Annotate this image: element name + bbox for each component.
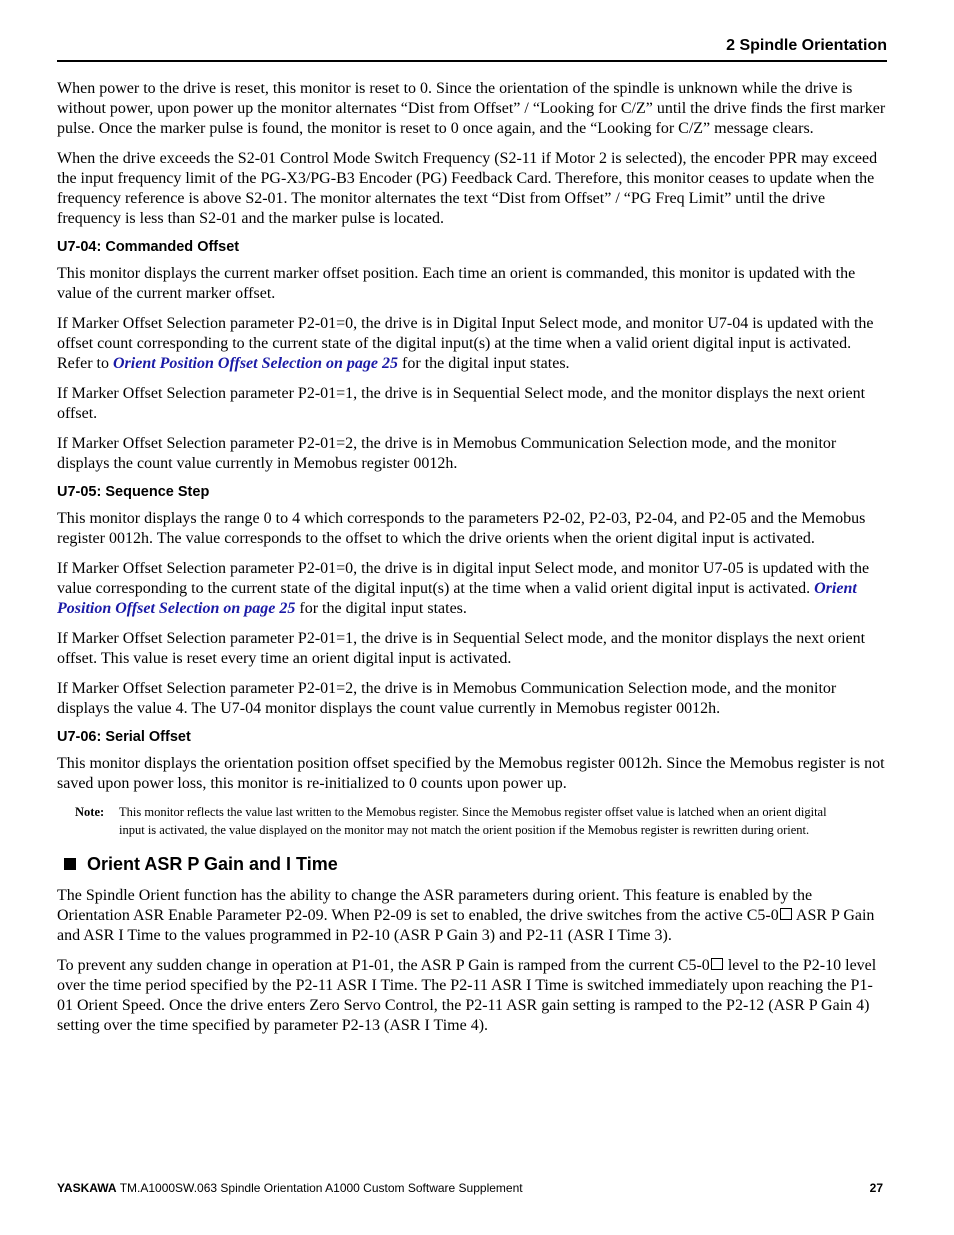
u7-04-paragraph-1: This monitor displays the current marker offset position. Each time an orient is commanded, this monitor is updated with the value of the current marker offset. (57, 265, 856, 302)
asr-p1-text-before: The Spindle Orient function has the ability to change the ASR parameters during orient. This feature is enabled by the Orientation ASR Enable Parameter P2-09. When P2-09 is set to enabled, the drive switches from the active C5-0 (57, 887, 813, 924)
asr-section-title: Orient ASR P Gain and I Time (87, 854, 338, 874)
u7-05-heading: U7-05: Sequence Step (57, 484, 210, 500)
intro-paragraph-1: When power to the drive is reset, this monitor is reset to 0. Since the orientation of the spindle is unknown while the drive is without power, upon power up the monitor alternates “Dist from Offset” / “Looking for C/Z” until the drive finds the first marker pulse. Once the marker pulse is found, the monitor is reset to 0 once again, and the “Looking for C/Z” message clears. (57, 80, 886, 137)
u7-04-paragraph-3: If Marker Offset Selection parameter P2-01=1, the drive is in Sequential Select mode, and the monitor displays the next orient offset. (57, 385, 866, 422)
u7-06-paragraph-1: This monitor displays the orientation position offset specified by the Memobus register 0012h. Since the Memobus register is not saved upon power loss, this monitor is re-initialized to 0 counts upon power up. (57, 755, 885, 792)
asr-p2-text-before: To prevent any sudden change in operation at P1-01, the ASR P Gain is ramped from the current C5-0 (57, 957, 710, 974)
asr-paragraph-2 (57, 956, 887, 1036)
u7-05-p2-text-before: If Marker Offset Selection parameter P2-01=0, the drive is in digital input Select mode, and monitor U7-05 is updated with the value corresponding to the current state of the digital input(s) at the time when a valid orient digital input is activated. (57, 560, 870, 597)
note-label: Note: (75, 805, 105, 819)
u7-04-p2-text-after: for the digital input states. (398, 355, 570, 372)
u7-05-paragraph-2 (57, 559, 887, 619)
orient-position-offset-link[interactable]: Orient Position Offset Selection on page 25 (57, 580, 857, 617)
running-header: 2 Spindle Orientation (726, 37, 887, 54)
asr-p1-text-after: ASR P Gain and ASR I Time to the values programmed in P2-10 (ASR P Gain 3) and P2-11 (ASR I Time 3). (57, 907, 875, 944)
intro-paragraph-2: When the drive exceeds the S2-01 Control Mode Switch Frequency (S2-11 if Motor 2 is selected), the encoder PPR may exceed the input frequency limit of the PG-X3/PG-B3 Encoder (PG) Feedback Card. Therefore, this monitor ceases to update when the frequency reference is above S2-01. The monitor alternates the text “Dist from Offset” / “PG Freq Limit” until the drive frequency is less than S2-01 and the marker pulse is located. (57, 150, 878, 227)
orient-position-offset-link[interactable]: Orient Position Offset Selection on page 25 (112, 355, 399, 372)
header-rule (57, 60, 887, 62)
u7-05-paragraph-3: If Marker Offset Selection parameter P2-01=1, the drive is in Sequential Select mode, and the monitor displays the next orient offset. This value is reset every time an orient digital input is activated. (57, 630, 866, 667)
page-footer (57, 1181, 887, 1195)
u7-04-paragraph-2 (57, 314, 887, 374)
note-block (75, 804, 887, 839)
asr-section-heading (64, 853, 887, 875)
page-content (57, 79, 887, 1046)
u7-05-paragraph-4: If Marker Offset Selection parameter P2-01=2, the drive is in Memobus Communication Selection mode, and the monitor displays the value 4. The U7-04 monitor displays the count value currently in Memobus register 0012h. (57, 680, 837, 717)
footer-brand: YASKAWA (57, 1181, 117, 1195)
asr-paragraph-1 (57, 886, 887, 946)
square-bullet-icon (64, 858, 76, 870)
u7-06-heading: U7-06: Serial Offset (57, 729, 191, 745)
footer-document-title: TM.A1000SW.063 Spindle Orientation A1000 Custom Software Supplement (116, 1181, 523, 1195)
u7-04-heading: U7-04: Commanded Offset (57, 239, 240, 255)
placeholder-box-icon (711, 958, 723, 970)
page-number: 27 (869, 1181, 883, 1195)
asr-p2-text-after: level to the P2-10 level over the time period specified by the P2-11 ASR I Time. The P2-11 ASR I Time is switched immediately upon reaching the P1-01 Orient Speed. Once the drive enters Zero Servo Control, the P2-11 ASR gain setting is ramped to the P2-12 (ASR P Gain 4) setting over the time specified by parameter P2-13 (ASR I Time 4). (57, 957, 877, 1034)
note-text: This monitor reflects the value last written to the Memobus register. Since the Memobus register offset value is latched when an orient digital input is activated, the value displayed on the monitor may not match the orient position if the Memobus register is rewritten during orient. (119, 805, 827, 837)
u7-04-p2-text-before: If Marker Offset Selection parameter P2-01=0, the drive is in Digital Input Select mode, and monitor U7-04 is updated with the offset count corresponding to the current state of the digital input(s) at the time when a valid orient digital input is activated. Refer to (57, 315, 874, 372)
u7-04-paragraph-4: If Marker Offset Selection parameter P2-01=2, the drive is in Memobus Communication Selection mode, and the monitor displays the count value currently in Memobus register 0012h. (57, 435, 837, 472)
u7-05-p2-text-after: for the digital input states. (295, 600, 467, 617)
placeholder-box-icon (780, 908, 792, 920)
u7-05-paragraph-1: This monitor displays the range 0 to 4 which corresponds to the parameters P2-02, P2-03, P2-04, and P2-05 and the Memobus register 0012h. The value corresponds to the offset to which the drive orients when the orient digital input is activated. (57, 510, 866, 547)
